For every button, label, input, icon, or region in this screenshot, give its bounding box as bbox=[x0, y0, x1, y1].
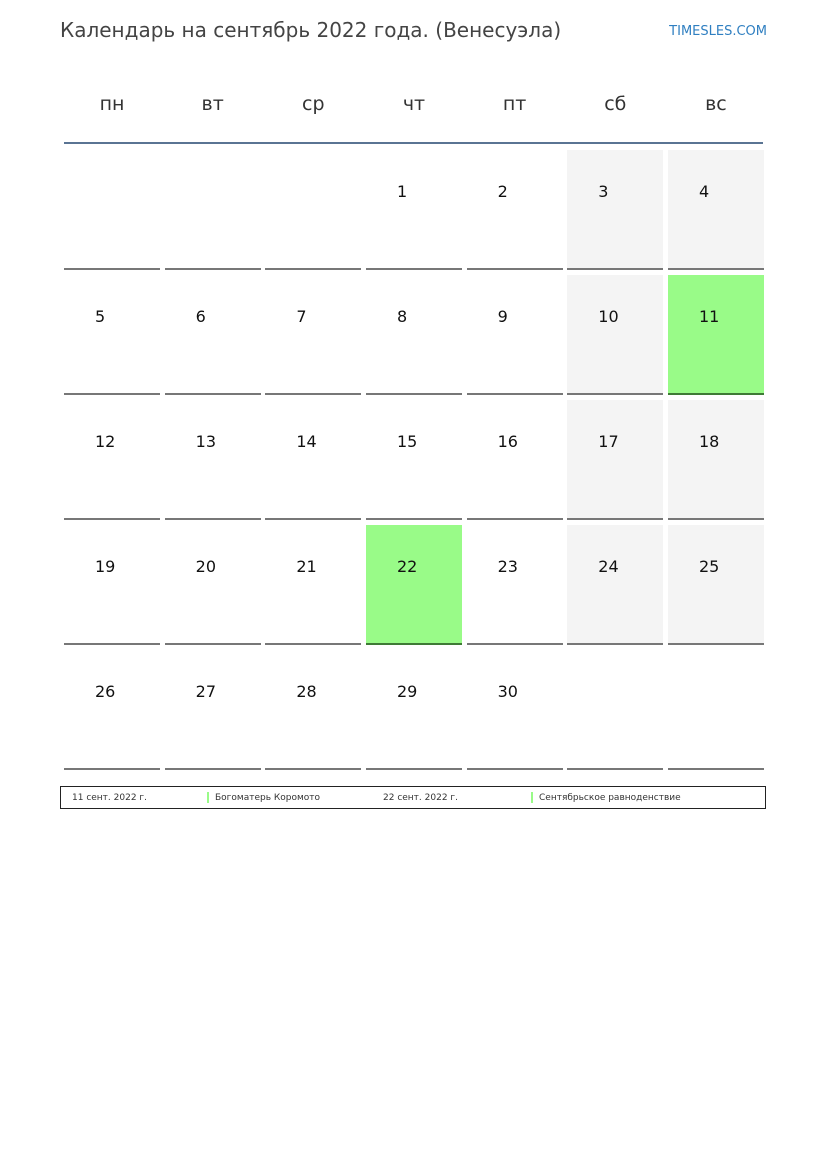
day-number: 17 bbox=[598, 432, 619, 451]
day-cell bbox=[567, 275, 663, 395]
day-cell bbox=[668, 275, 764, 395]
holiday-name: Сентябрьское равноденствие bbox=[539, 793, 681, 803]
day-number: 5 bbox=[95, 307, 106, 326]
day-number: 15 bbox=[396, 432, 418, 451]
weekday-label: вт bbox=[201, 93, 224, 115]
day-number: 11 bbox=[698, 307, 720, 326]
day-cell bbox=[64, 650, 160, 770]
day-cell bbox=[64, 150, 160, 270]
header-divider bbox=[64, 142, 763, 144]
day-cell bbox=[567, 650, 663, 770]
day-cell bbox=[467, 650, 563, 770]
day-cell bbox=[668, 525, 764, 645]
day-cell bbox=[165, 525, 261, 645]
day-number: 18 bbox=[698, 432, 720, 451]
day-number: 23 bbox=[497, 557, 518, 576]
holiday-date: 22 сент. 2022 г. bbox=[383, 793, 459, 803]
day-cell bbox=[668, 150, 764, 270]
day-number: 1 bbox=[396, 182, 408, 201]
day-cell bbox=[165, 275, 261, 395]
day-cell bbox=[64, 400, 160, 520]
weekday-label: сб bbox=[604, 93, 627, 115]
day-number: 4 bbox=[698, 182, 710, 201]
day-cell bbox=[467, 275, 563, 395]
day-number: 10 bbox=[598, 307, 619, 326]
day-cell bbox=[567, 525, 663, 645]
day-cell bbox=[366, 150, 462, 270]
calendar-grid bbox=[64, 150, 764, 770]
site-link[interactable]: TIMESLES.COM bbox=[669, 24, 767, 39]
day-cell bbox=[265, 650, 361, 770]
day-cell bbox=[265, 400, 361, 520]
day-number: 24 bbox=[598, 557, 619, 576]
holiday-legend bbox=[60, 786, 766, 809]
day-cell bbox=[64, 525, 160, 645]
day-number: 27 bbox=[195, 682, 217, 701]
day-number: 2 bbox=[497, 182, 508, 201]
holiday-color-marker bbox=[531, 792, 533, 803]
weekday-label: пт bbox=[502, 93, 527, 115]
holiday-name: Богоматерь Коромото bbox=[215, 793, 321, 803]
day-cell bbox=[366, 275, 462, 395]
day-number: 9 bbox=[497, 307, 508, 326]
day-number: 19 bbox=[95, 557, 116, 576]
day-number: 25 bbox=[698, 557, 720, 576]
day-cell bbox=[467, 150, 563, 270]
day-cell bbox=[467, 400, 563, 520]
day-cell bbox=[668, 650, 764, 770]
holiday-color-marker bbox=[207, 792, 209, 803]
day-cell bbox=[567, 400, 663, 520]
weekday-label: пн bbox=[99, 93, 125, 115]
weekday-label: чт bbox=[402, 93, 426, 115]
day-number: 12 bbox=[95, 432, 116, 451]
day-cell bbox=[165, 150, 261, 270]
day-number: 16 bbox=[497, 432, 518, 451]
page-title: Календарь на сентябрь 2022 года. (Венесуэла) bbox=[60, 18, 562, 42]
holiday-date: 11 сент. 2022 г. bbox=[72, 793, 148, 803]
day-number: 13 bbox=[195, 432, 217, 451]
day-cell bbox=[567, 150, 663, 270]
day-number: 8 bbox=[396, 307, 408, 326]
day-cell bbox=[366, 650, 462, 770]
day-number: 20 bbox=[195, 557, 217, 576]
day-cell bbox=[165, 650, 261, 770]
weekday-label: вс bbox=[705, 93, 727, 115]
day-cell bbox=[165, 400, 261, 520]
day-number: 30 bbox=[497, 682, 518, 701]
day-number: 3 bbox=[598, 182, 609, 201]
day-cell bbox=[265, 525, 361, 645]
day-cell bbox=[366, 400, 462, 520]
day-number: 29 bbox=[396, 682, 418, 701]
day-number: 26 bbox=[95, 682, 116, 701]
day-cell bbox=[467, 525, 563, 645]
day-cell bbox=[366, 525, 462, 645]
day-cell bbox=[265, 275, 361, 395]
weekday-header-row bbox=[64, 86, 764, 122]
weekday-label: ср bbox=[302, 93, 325, 115]
day-cell bbox=[265, 150, 361, 270]
day-number: 14 bbox=[296, 432, 317, 451]
day-number: 28 bbox=[296, 682, 317, 701]
day-cell bbox=[668, 400, 764, 520]
day-number: 21 bbox=[296, 557, 317, 576]
day-number: 7 bbox=[296, 307, 307, 326]
day-cell bbox=[64, 275, 160, 395]
day-number: 22 bbox=[396, 557, 418, 576]
day-number: 6 bbox=[195, 307, 206, 326]
